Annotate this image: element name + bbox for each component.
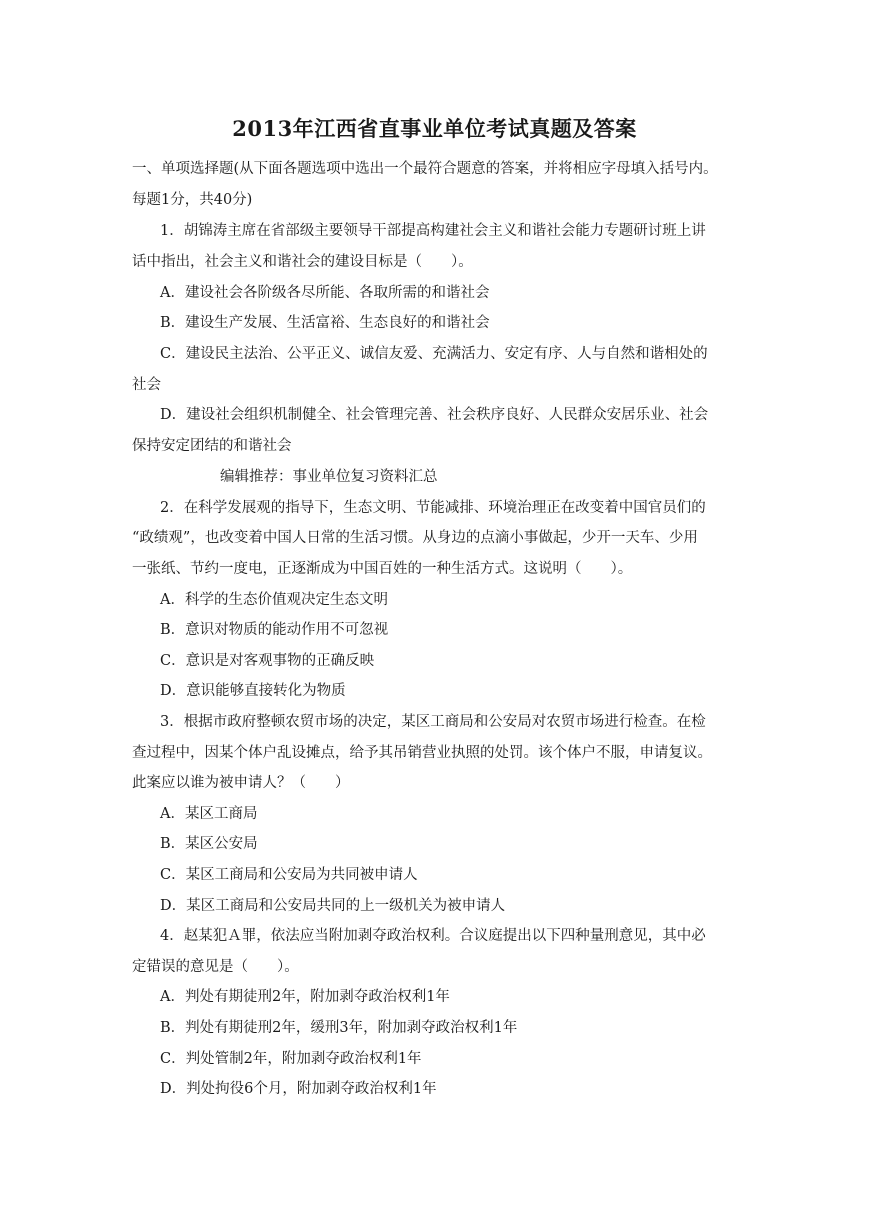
- question-3-option-a: A．某区工商局: [160, 806, 258, 822]
- question-2-stem: “政绩观”，也改变着中国人日常的生活习惯。从身边的点滴小事做起，少开一天车、少用: [132, 530, 698, 546]
- question-2-option-b: B．意识对物质的能动作用不可忽视: [160, 622, 389, 638]
- question-3-option-b: B．某区公安局: [160, 836, 258, 852]
- question-1-option-c: C．建设民主法治、公平正义、诚信友爱、充满活力、安定有序、人与自然和谐相处的: [160, 346, 708, 362]
- question-4-stem: 定错误的意见是（ ）。: [132, 959, 299, 975]
- question-3-stem: 查过程中，因某个体户乱设摊点，给予其吊销营业执照的处罚。该个体户不服，申请复议。: [132, 745, 712, 761]
- question-1-option-a: A．建设社会各阶级各尽所能、各取所需的和谐社会: [160, 285, 490, 301]
- question-4-option-d: D．判处拘役6个月，附加剥夺政治权利1年: [160, 1081, 437, 1097]
- section-intro-line: 每题1分，共40分): [132, 192, 253, 208]
- question-2-stem: 2．在科学发展观的指导下，生态文明、节能减排、环境治理正在改变着中国官员们的: [160, 500, 706, 516]
- section-intro-line: 一、单项选择题(从下面各题选项中选出一个最符合题意的答案，并将相应字母填入括号内。: [132, 161, 718, 177]
- question-4-option-a: A．判处有期徒刑2年，附加剥夺政治权利1年: [160, 989, 450, 1005]
- question-1-option-d: 保持安定团结的和谐社会: [132, 438, 292, 454]
- question-4-option-b: B．判处有期徒刑2年，缓刑3年，附加剥夺政治权利1年: [160, 1020, 518, 1036]
- question-1-option-b: B．建设生产发展、生活富裕、生态良好的和谐社会: [160, 315, 490, 331]
- editor-note: 编辑推荐：事业单位复习资料汇总: [220, 469, 438, 485]
- question-1-option-d: D．建设社会组织机制健全、社会管理完善、社会秩序良好、人民群众安居乐业、社会: [160, 407, 709, 423]
- question-2-stem: 一张纸、节约一度电，正逐渐成为中国百姓的一种生活方式。这说明（ ）。: [132, 561, 633, 577]
- page-title: 2013年江西省直事业单位考试真题及答案: [232, 116, 637, 141]
- question-3-option-d: D．某区工商局和公安局共同的上一级机关为被申请人: [160, 898, 506, 914]
- question-3-option-c: C．某区工商局和公安局为共同被申请人: [160, 867, 418, 883]
- question-2-option-d: D．意识能够直接转化为物质: [160, 683, 346, 699]
- question-4-stem: 4．赵某犯Ａ罪，依法应当附加剥夺政治权利。合议庭提出以下四种量刑意见，其中必: [160, 928, 706, 944]
- question-1-stem: 话中指出，社会主义和谐社会的建设目标是（ ）。: [132, 254, 473, 270]
- question-2-option-a: A．科学的生态价值观决定生态文明: [160, 592, 388, 608]
- question-1-stem: 1．胡锦涛主席在省部级主要领导干部提高构建社会主义和谐社会能力专题研讨班上讲: [160, 223, 706, 239]
- question-3-stem: 此案应以谁为被申请人？（ ）: [132, 775, 350, 791]
- question-3-stem: 3．根据市政府整顿农贸市场的决定，某区工商局和公安局对农贸市场进行检查。在检: [160, 714, 706, 730]
- question-4-option-c: C．判处管制2年，附加剥夺政治权利1年: [160, 1051, 422, 1067]
- question-2-option-c: C．意识是对客观事物的正确反映: [160, 653, 375, 669]
- question-1-option-c: 社会: [132, 377, 161, 393]
